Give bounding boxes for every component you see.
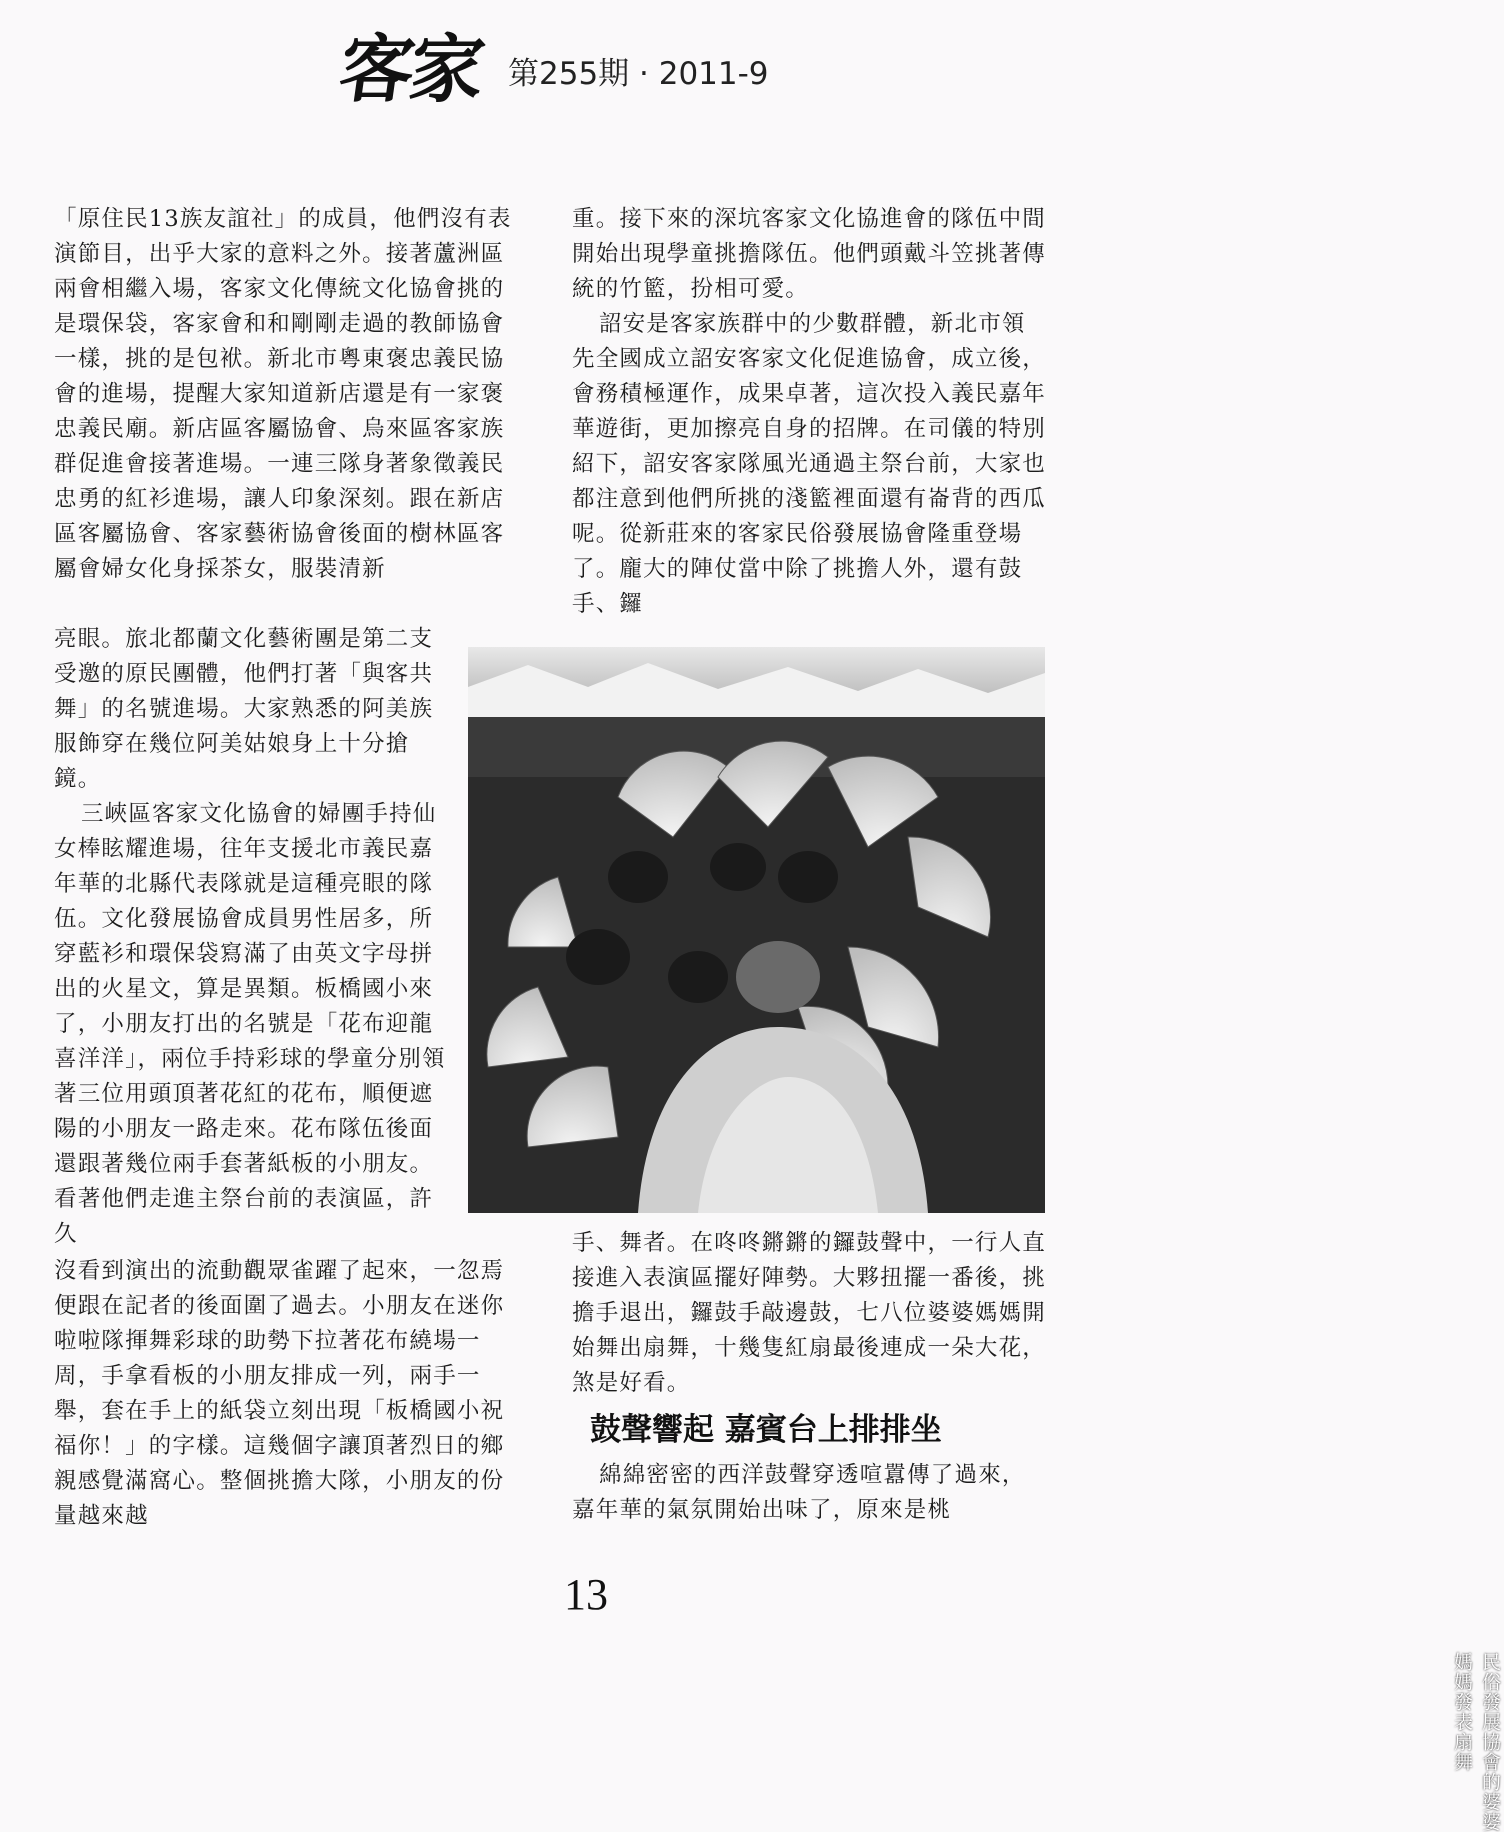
left-paragraph-1: 「原住民13族友誼社」的成員，他們沒有表演節目，出乎大家的意料之外。接著蘆洲區兩會相繼入場，客家文化傳統文化協會挑的是環保袋，客家會和和剛剛走過的教師協會一樣，挑的是包袱。新北市粵東褒忠義民協會的進場，提醒大家知道新店還是有一家褒忠義民廟。新店區客屬協會、烏來區客家族群促進會接著進場。一連三隊身著象徵義民忠勇的紅衫進場，讓人印象深刻。跟在新店區客屬協會、客家藝術協會後面的樹林區客屬會婦女化身採茶女，服裝清新: [54, 206, 512, 582]
left-column-bottom: [54, 1254, 518, 1534]
left-paragraph-4: 沒看到演出的流動觀眾雀躍了起來，一忽焉便跟在記者的後面圍了過去。小朋友在迷你啦啦隊揮舞彩球的助勢下拉著花布繞場一周，手拿看板的小朋友排成一列，兩手一舉，套在手上的紙袋立刻出現「板橋國小祝福你！」的字樣。這幾個字讓頂著烈日的鄉親感覺滿窩心。整個挑擔大隊，小朋友的份量越來越: [54, 1258, 505, 1529]
right-column-last: [572, 1458, 1048, 1528]
left-paragraph-3: 三峽區客家文化協會的婦團手持仙女棒眩耀進場，往年支援北市義民嘉年華的北縣代表隊就是這種亮眼的隊伍。文化發展協會成員男性居多，所穿藍衫和環保袋寫滿了由英文字母拼出的火星文，算是異類。板橋國小來了，小朋友打出的名號是「花布迎龍喜洋洋」，兩位手持彩球的學童分別領著三位用頭頂著花紅的花布，順便遮陽的小朋友一路走來。花布隊伍後面還跟著幾位兩手套著紙板的小朋友。看著他們走進主祭台前的表演區，許久: [54, 801, 446, 1247]
right-paragraph-2: 詔安是客家族群中的少數群體，新北市領先全國成立詔安客家文化促進協會，成立後，會務積極運作，成果卓著，這次投入義民嘉年華遊街，更加擦亮自身的招牌。在司儀的特別紹下，詔安客家隊風光通過主祭台前，大家也都注意到他們所挑的淺籃裡面還有崙背的西瓜呢。從新莊來的客家民俗發展協會隆重登場了。龐大的陣仗當中除了挑擔人外，還有鼓手、鑼: [572, 311, 1047, 617]
section-heading: 鼓聲響起 嘉賓台上排排坐: [590, 1412, 942, 1448]
photo-caption: 民俗發展協會的婆婆媽媽發表扇舞: [1451, 1652, 1501, 1832]
right-column-bottom: [572, 1226, 1048, 1401]
masthead: [0, 24, 1172, 114]
magazine-logo: 客家: [333, 27, 487, 113]
left-column-top: [54, 202, 518, 587]
page-number: 13: [564, 1570, 608, 1619]
left-paragraph-2: 亮眼。旅北都蘭文化藝術團是第二支受邀的原民團體，他們打著「與客共舞」的名號進場。大家熟悉的阿美族服飾穿在幾位阿美姑娘身上十分搶鏡。: [54, 626, 434, 792]
right-column-top: [572, 202, 1048, 622]
right-paragraph-3: 手、舞者。在咚咚鏘鏘的鑼鼓聲中，一行人直接進入表演區擺好陣勢。大夥扭擺一番後，挑擔手退出，鑼鼓手敲邊鼓，七八位婆婆媽媽開始舞出扇舞，十幾隻紅扇最後連成一朵大花，煞是好看。: [572, 1230, 1047, 1396]
photo-illustration: [468, 647, 1045, 1213]
issue-label: 第255期 · 2011-9: [508, 56, 769, 92]
right-paragraph-1: 重。接下來的深坑客家文化協進會的隊伍中間開始出現學童挑擔隊伍。他們頭戴斗笠挑著傳統的竹籃，扮相可愛。: [572, 206, 1047, 302]
right-paragraph-4: 綿綿密密的西洋鼓聲穿透喧囂傳了過來，嘉年華的氣氛開始出味了，原來是桃: [572, 1462, 1026, 1523]
left-column-narrow: [54, 622, 456, 1252]
